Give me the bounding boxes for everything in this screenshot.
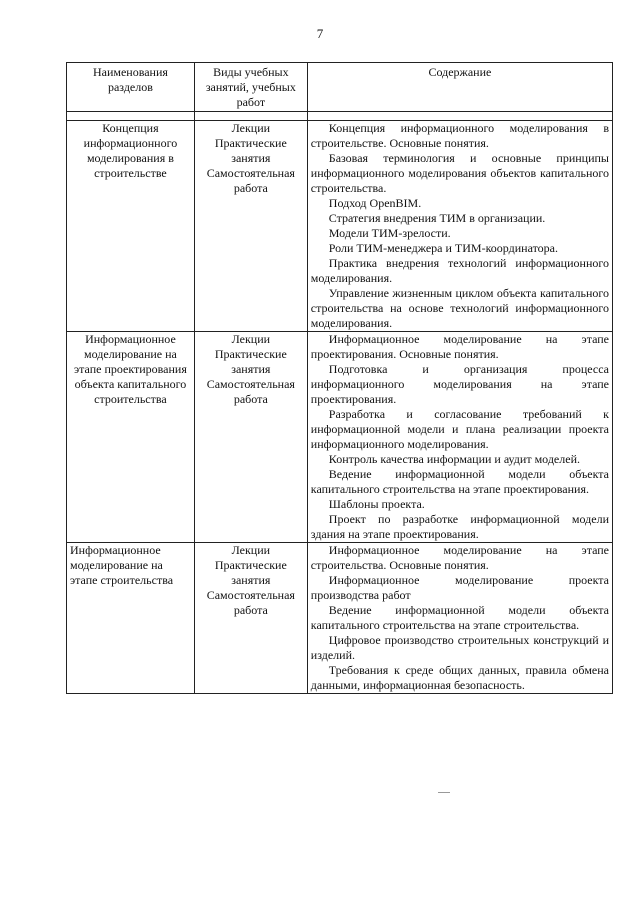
- activity-types: [194, 121, 307, 332]
- content-paragraph: Стратегия внедрения ТИМ в организации.: [328, 211, 546, 225]
- content-paragraph: Ведение информационной модели объекта капитального строительства на этапе проектирования.: [310, 467, 609, 496]
- section-content: [307, 543, 612, 694]
- activity-type: Практические занятия: [214, 347, 287, 376]
- content-paragraph: Разработка и согласование требований к информационной модели и плана реализации проекта информационного моделирования.: [310, 407, 609, 451]
- table-header-row: [67, 63, 613, 112]
- page-number: 7: [316, 26, 324, 41]
- table-row: [67, 332, 613, 543]
- section-content: [307, 121, 612, 332]
- section-content: [307, 332, 612, 543]
- activity-type: Практические занятия: [214, 136, 287, 165]
- header-activity-types: Виды учебных занятий, учебных работ: [194, 63, 307, 112]
- activity-type: Лекции: [231, 332, 271, 346]
- header-sections: Наименования разделов: [67, 63, 195, 112]
- section-name: Информационное моделирование на этапе проектирования объекта капитального строительства: [67, 332, 195, 543]
- content-paragraph: Концепция информационного моделирования в строительстве. Основные понятия.: [310, 121, 609, 150]
- activity-types: [194, 332, 307, 543]
- content-paragraph: Информационное моделирование проекта производства работ: [310, 573, 609, 602]
- table-row: [67, 543, 613, 694]
- activity-type: Лекции: [231, 543, 271, 557]
- content-paragraph: Управление жизненным циклом объекта капитального строительства на основе технологий информационного моделирования.: [310, 286, 609, 330]
- content-paragraph: Подготовка и организация процесса информационного моделирования на этапе проектирования.: [310, 362, 609, 406]
- activity-types: [194, 543, 307, 694]
- table-gap-row: [67, 112, 613, 121]
- content-paragraph: Цифровое производство строительных конструкций и изделий.: [310, 633, 609, 662]
- table-row: [67, 121, 613, 332]
- content-paragraph: Роли ТИМ-менеджера и ТИМ-координатора.: [328, 241, 559, 255]
- content-paragraph: Модели ТИМ-зрелости.: [328, 226, 451, 240]
- activity-type: Самостоятельная работа: [206, 377, 295, 406]
- content-paragraph: Проект по разработке информационной модели здания на этапе проектирования.: [310, 512, 609, 541]
- activity-type: Самостоятельная работа: [206, 166, 295, 195]
- content-paragraph: Контроль качества информации и аудит моделей.: [328, 452, 580, 466]
- header-content: Содержание: [307, 63, 612, 112]
- content-paragraph: Подход OpenBIM.: [328, 196, 422, 210]
- content-paragraph: Шаблоны проекта.: [328, 497, 425, 511]
- curriculum-table: [66, 62, 613, 694]
- content-paragraph: Требования к среде общих данных, правила обмена данными, информационная безопасность.: [310, 663, 609, 692]
- activity-type: Практические занятия: [214, 558, 287, 587]
- activity-type: Самостоятельная работа: [206, 588, 295, 617]
- section-name: Концепция информационного моделирования в строительстве: [67, 121, 195, 332]
- content-paragraph: Практика внедрения технологий информационного моделирования.: [310, 256, 609, 285]
- activity-type: Лекции: [231, 121, 271, 135]
- content-paragraph: Информационное моделирование на этапе проектирования. Основные понятия.: [310, 332, 609, 361]
- content-paragraph: Ведение информационной модели объекта капитального строительства на этапе строительства.: [310, 603, 609, 632]
- section-name: Информационное моделирование на этапе строительства: [67, 543, 195, 694]
- scan-mark: [438, 792, 450, 793]
- content-paragraph: Базовая терминология и основные принципы информационного моделирования объектов капитального строительства.: [310, 151, 609, 195]
- content-paragraph: Информационное моделирование на этапе строительства. Основные понятия.: [310, 543, 609, 572]
